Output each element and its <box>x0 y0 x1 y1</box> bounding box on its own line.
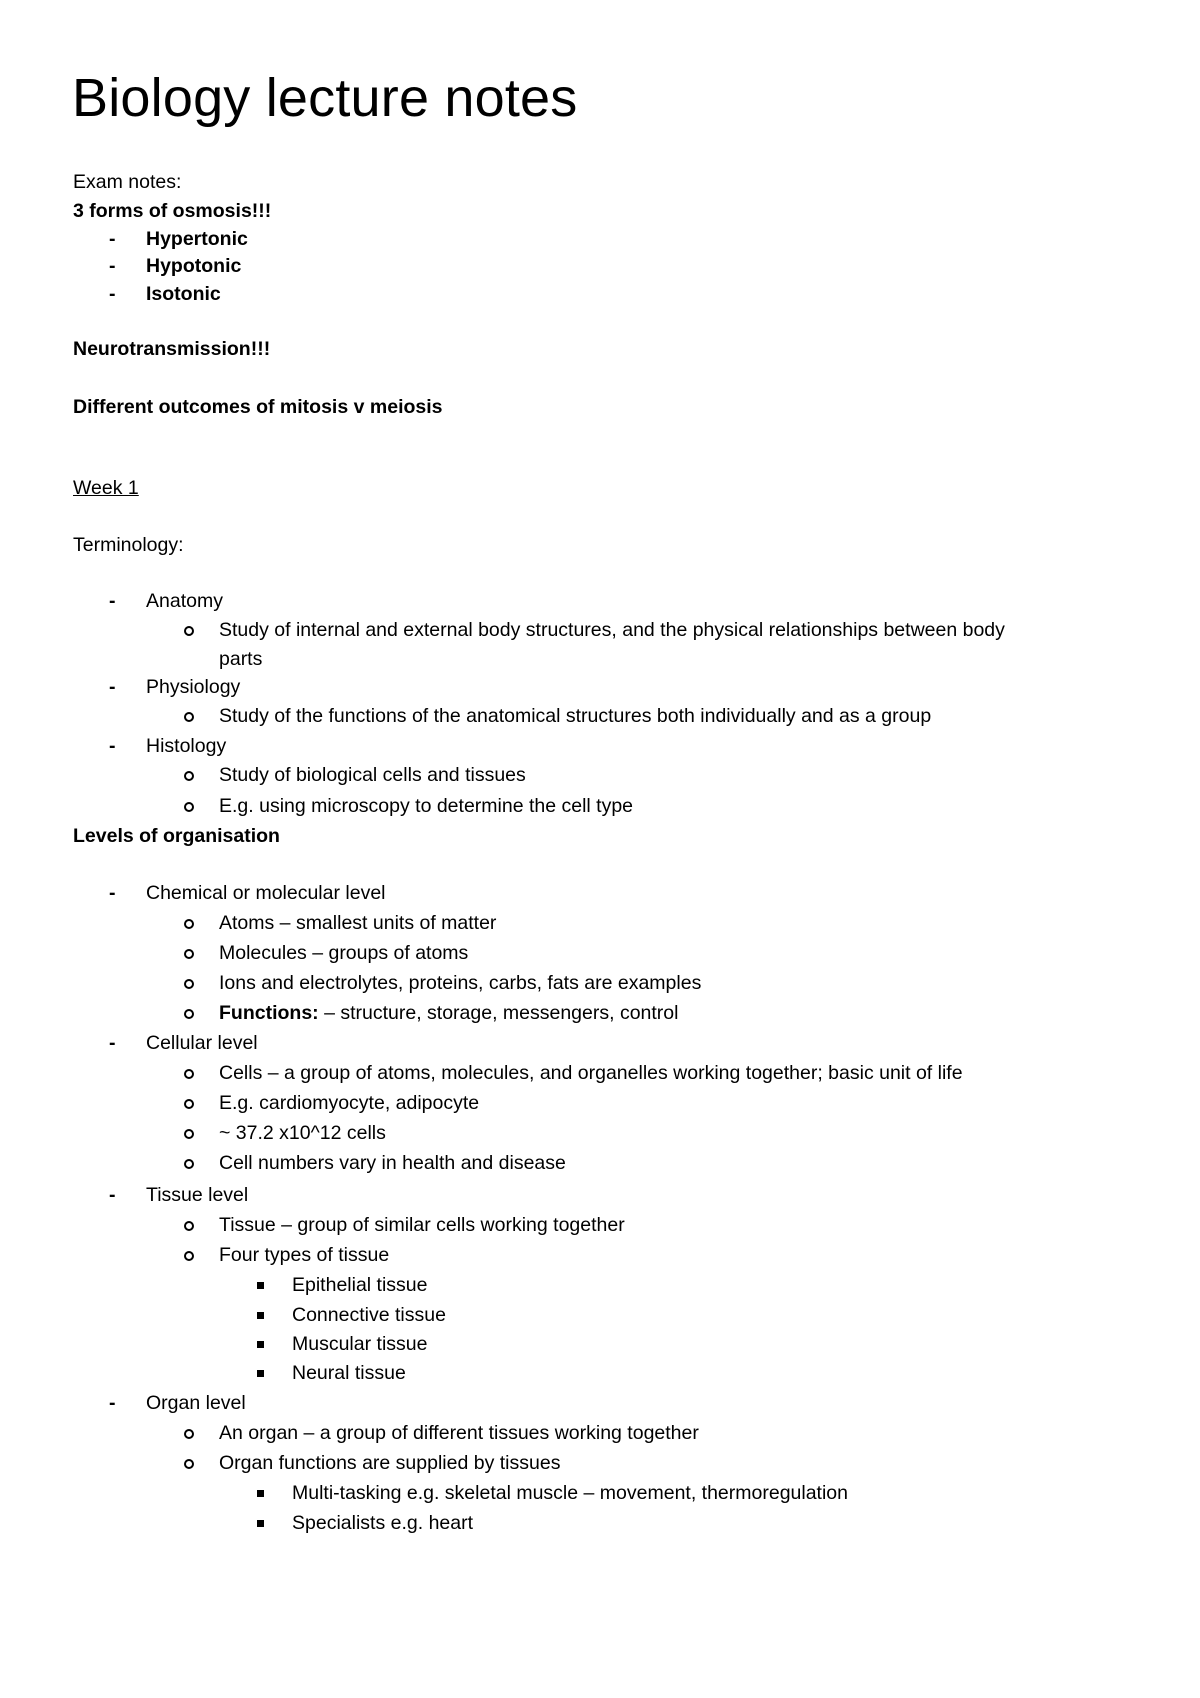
chemical-molecules: Molecules – groups of atoms <box>219 942 469 964</box>
square-bullet <box>257 1300 267 1330</box>
neurotransmission-heading: Neurotransmission!!! <box>73 338 271 360</box>
organ-specialists: Specialists e.g. heart <box>292 1512 474 1534</box>
square-bullet <box>257 1478 267 1508</box>
dash-bullet: - <box>109 735 116 757</box>
square-bullet <box>257 1508 267 1538</box>
tissue-type-epithelial: Epithelial tissue <box>292 1274 428 1296</box>
circle-bullet <box>184 998 196 1028</box>
tissue-type-neural: Neural tissue <box>292 1362 406 1384</box>
organ-functions: Organ functions are supplied by tissues <box>219 1452 561 1474</box>
circle-bullet <box>184 701 196 731</box>
circle-bullet <box>184 1418 196 1448</box>
circle-bullet <box>184 1240 196 1270</box>
dash-bullet: - <box>109 590 116 612</box>
dash-bullet: - <box>109 1184 116 1206</box>
circle-bullet <box>184 938 196 968</box>
level-organ: Organ level <box>146 1392 246 1414</box>
level-tissue: Tissue level <box>146 1184 249 1206</box>
functions-label: Functions: <box>219 1002 319 1024</box>
level-cellular: Cellular level <box>146 1032 258 1054</box>
circle-bullet <box>184 1118 196 1148</box>
dash-bullet: - <box>109 283 116 305</box>
dash-bullet: - <box>109 255 116 277</box>
document-title: Biology lecture notes <box>72 68 578 128</box>
term-histology: Histology <box>146 735 227 757</box>
histology-definition: Study of biological cells and tissues <box>219 764 526 786</box>
dash-bullet: - <box>109 882 116 904</box>
physiology-definition: Study of the functions of the anatomical structures both individually and as a group <box>219 705 932 727</box>
dash-bullet: - <box>109 676 116 698</box>
circle-bullet <box>184 1088 196 1118</box>
level-chemical: Chemical or molecular level <box>146 882 386 904</box>
histology-example: E.g. using microscopy to determine the cell type <box>219 795 634 817</box>
levels-heading: Levels of organisation <box>73 825 280 847</box>
organ-multitasking: Multi-tasking e.g. skeletal muscle – movement, thermoregulation <box>292 1482 848 1504</box>
term-physiology: Physiology <box>146 676 241 698</box>
circle-bullet <box>184 791 196 821</box>
week-1-heading: Week 1 <box>73 477 139 499</box>
circle-bullet <box>184 1448 196 1478</box>
osmosis-heading: 3 forms of osmosis!!! <box>73 200 272 222</box>
dash-bullet: - <box>109 1032 116 1054</box>
anatomy-definition-continued: parts <box>219 648 263 670</box>
cellular-variation: Cell numbers vary in health and disease <box>219 1152 566 1174</box>
term-anatomy: Anatomy <box>146 590 223 612</box>
square-bullet <box>257 1329 267 1359</box>
terminology-heading: Terminology: <box>73 534 184 556</box>
cellular-cells: Cells – a group of atoms, molecules, and organelles working together; basic unit of life <box>219 1062 963 1084</box>
dash-bullet: - <box>109 1392 116 1414</box>
anatomy-definition: Study of internal and external body structures, and the physical relationships between body <box>219 619 1005 641</box>
cellular-examples: E.g. cardiomyocyte, adipocyte <box>219 1092 480 1114</box>
circle-bullet <box>184 760 196 790</box>
circle-bullet <box>184 968 196 998</box>
square-bullet <box>257 1270 267 1300</box>
osmosis-item-isotonic: Isotonic <box>146 283 221 305</box>
chemical-atoms: Atoms – smallest units of matter <box>219 912 497 934</box>
organ-definition: An organ – a group of different tissues working together <box>219 1422 699 1444</box>
square-bullet <box>257 1358 267 1388</box>
mitosis-meiosis-heading: Different outcomes of mitosis v meiosis <box>73 396 443 418</box>
tissue-definition: Tissue – group of similar cells working together <box>219 1214 625 1236</box>
dash-bullet: - <box>109 228 116 250</box>
exam-notes-heading: Exam notes: <box>73 171 182 193</box>
tissue-type-connective: Connective tissue <box>292 1304 446 1326</box>
osmosis-item-hypertonic: Hypertonic <box>146 228 248 250</box>
circle-bullet <box>184 1148 196 1178</box>
cellular-count: ~ 37.2 x10^12 cells <box>219 1122 386 1144</box>
tissue-types-heading: Four types of tissue <box>219 1244 390 1266</box>
circle-bullet <box>184 1058 196 1088</box>
circle-bullet <box>184 615 196 645</box>
tissue-type-muscular: Muscular tissue <box>292 1333 428 1355</box>
osmosis-item-hypotonic: Hypotonic <box>146 255 242 277</box>
circle-bullet <box>184 1210 196 1240</box>
chemical-functions <box>219 998 678 1028</box>
circle-bullet <box>184 908 196 938</box>
functions-text: – structure, storage, messengers, control <box>318 1002 679 1024</box>
chemical-examples: Ions and electrolytes, proteins, carbs, fats are examples <box>219 972 702 994</box>
